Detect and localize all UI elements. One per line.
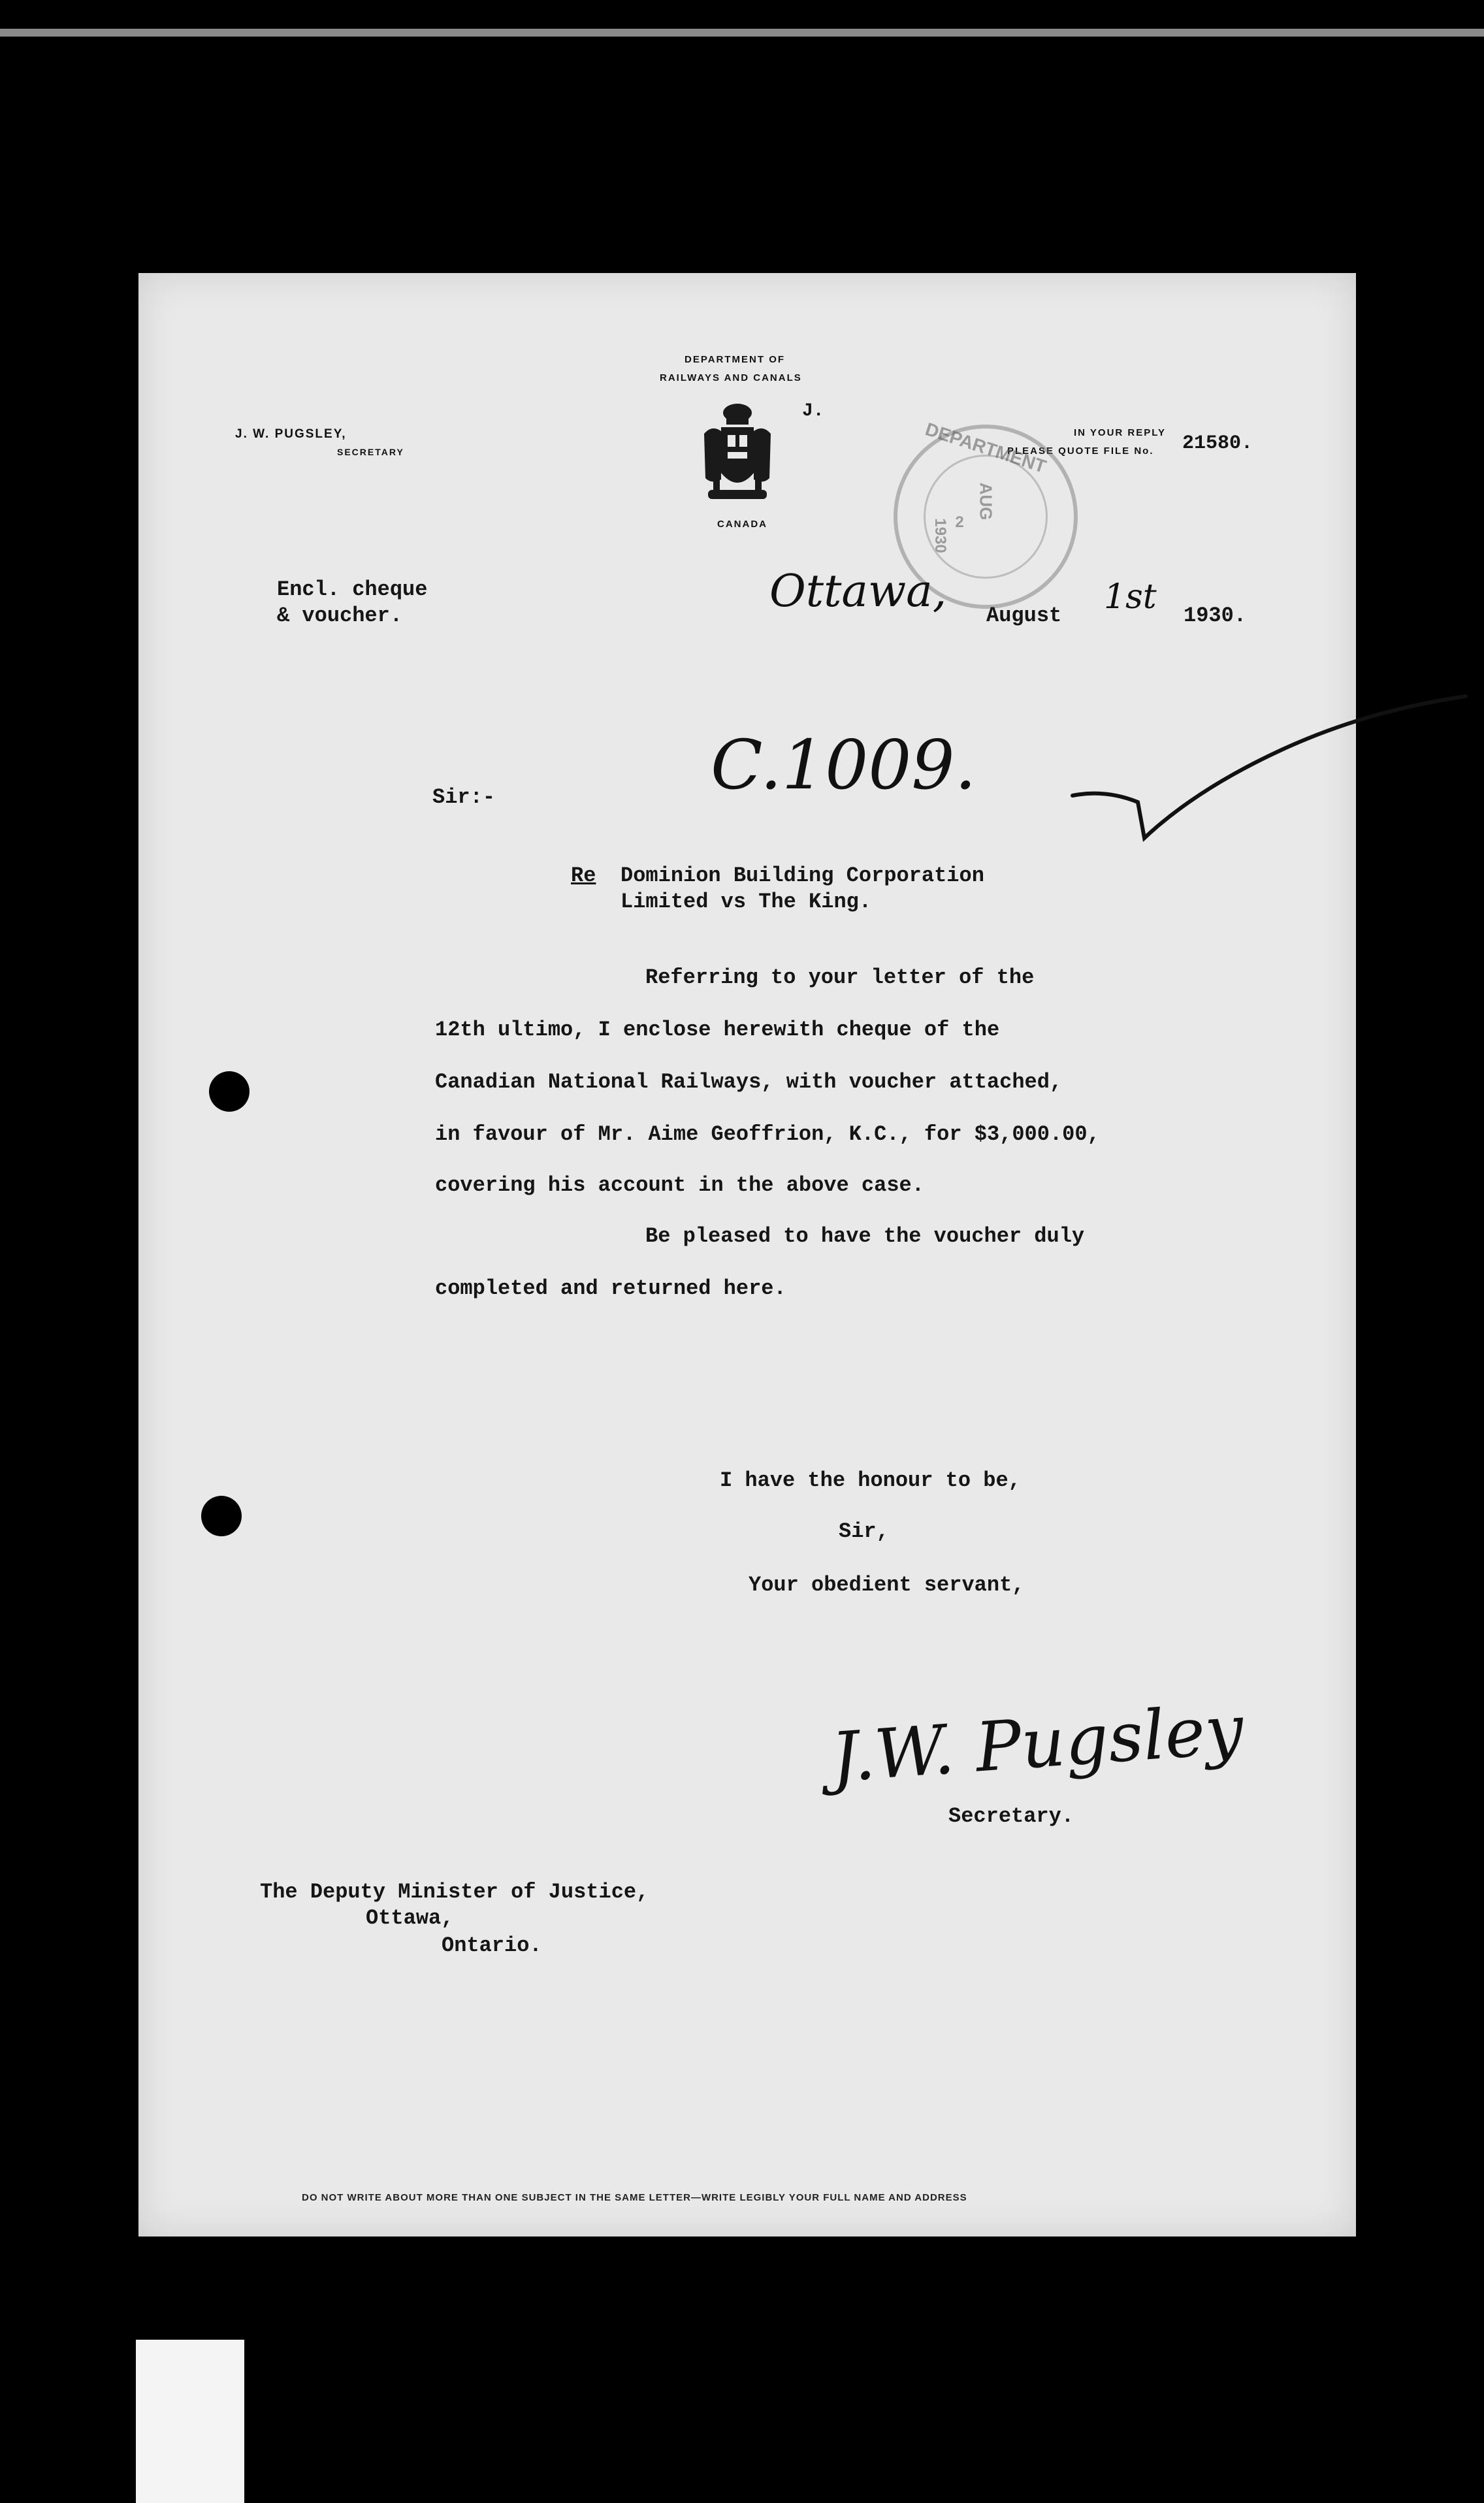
reply-instruction-1: IN YOUR REPLY — [1074, 427, 1167, 438]
body-line-4: in favour of Mr. Aime Geoffrion, K.C., for $3,000.00, — [435, 1122, 1100, 1146]
recipient-line-1: The Deputy Minister of Justice, — [260, 1880, 649, 1904]
checkmark-icon — [1066, 691, 1471, 848]
subject-line-2: Limited vs The King. — [621, 890, 872, 914]
country-label: CANADA — [717, 519, 767, 530]
salutation: Sir:- — [432, 785, 496, 809]
handwritten-initial: J. — [802, 401, 824, 421]
closing-line-3: Your obedient servant, — [749, 1573, 1025, 1597]
signature-title: Secretary. — [948, 1804, 1074, 1828]
file-number: 21580. — [1182, 432, 1253, 455]
body-line-6: Be pleased to have the voucher duly — [645, 1224, 1085, 1248]
reply-instruction-2: PLEASE QUOTE FILE No. — [1007, 445, 1154, 457]
enclosure-line-2: & voucher. — [277, 604, 403, 628]
handwritten-signature: J.W. Pugsley — [828, 1689, 1246, 1798]
stamp-department: DEPARTMENT — [922, 419, 1049, 477]
coat-of-arms-icon — [699, 401, 776, 512]
dateline-place: Ottawa, — [769, 566, 947, 617]
subject-re: Re — [571, 864, 596, 888]
stamp-month: AUG — [976, 482, 996, 521]
body-line-5: covering his account in the above case. — [435, 1173, 924, 1197]
punch-hole-lower — [201, 1496, 242, 1536]
body-line-7: completed and returned here. — [435, 1276, 786, 1300]
film-leader-strip — [136, 2340, 244, 2503]
body-line-3: Canadian National Railways, with voucher attached, — [435, 1070, 1063, 1094]
recipient-line-3: Ontario. — [442, 1933, 542, 1958]
department-line-2: RAILWAYS AND CANALS — [660, 372, 802, 383]
enclosure-line-1: Encl. cheque — [277, 577, 428, 602]
footer-instruction: DO NOT WRITE ABOUT MORE THAN ONE SUBJECT IN THE SAME LETTER—WRITE LEGIBLY YOUR FULL NAME AND ADDRESS — [302, 2192, 967, 2203]
dateline-month: August — [986, 604, 1062, 628]
subject-line-1: Dominion Building Corporation — [621, 864, 984, 888]
letter-page — [138, 273, 1356, 2237]
secretary-title: SECRETARY — [337, 447, 404, 457]
film-border-line — [0, 29, 1484, 37]
closing-line-2: Sir, — [839, 1519, 889, 1543]
dateline-year: 1930. — [1184, 604, 1247, 628]
stamp-day: 2 — [955, 513, 964, 531]
secretary-name: J. W. PUGSLEY, — [235, 427, 347, 441]
recipient-line-2: Ottawa, — [366, 1906, 454, 1930]
dateline-day: 1st — [1104, 577, 1157, 617]
department-line-1: DEPARTMENT OF — [685, 354, 786, 365]
body-line-2: 12th ultimo, I enclose herewith cheque of the — [435, 1018, 1000, 1042]
stamp-year: 1930 — [931, 518, 949, 553]
body-line-1: Referring to your letter of the — [645, 965, 1035, 990]
closing-line-1: I have the honour to be, — [720, 1468, 1021, 1493]
punch-hole-upper — [209, 1071, 250, 1112]
file-annotation: C.1009. — [711, 725, 976, 805]
